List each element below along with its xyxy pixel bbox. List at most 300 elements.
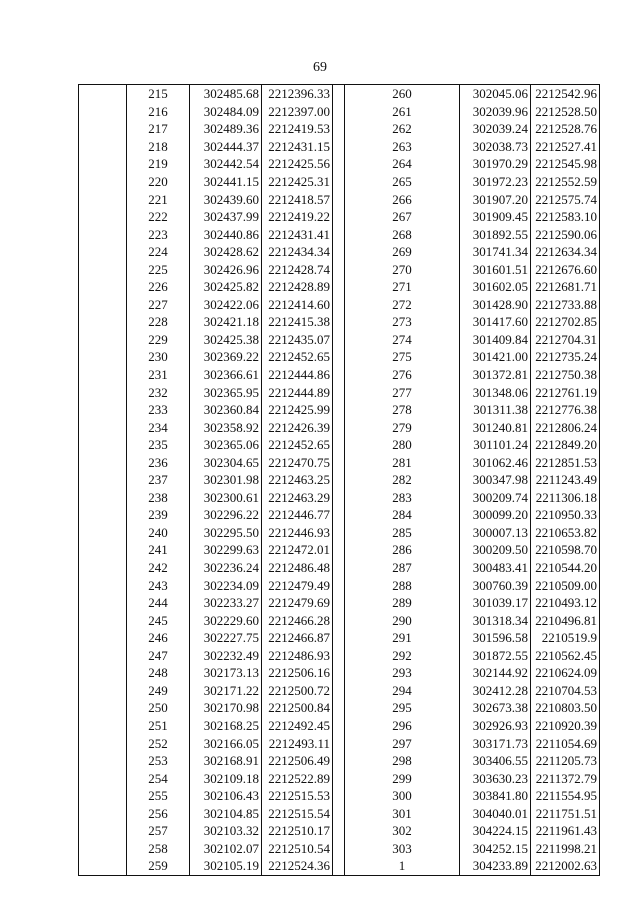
point-number-cell: 285 (345, 524, 460, 542)
blank-cell (79, 418, 127, 436)
y-coordinate-cell: 2212776.38 (535, 402, 597, 418)
y-coordinate-cell: 2212486.48 (262, 559, 333, 577)
y-coordinate-cell: 2212515.54 (262, 804, 333, 822)
point-number-cell: 265 (345, 173, 460, 191)
gap-cell (333, 664, 345, 682)
x-coordinate-cell: 301596.58 (460, 629, 531, 647)
y-coordinate-cell: 2212510.17 (262, 822, 333, 840)
blank-cell (79, 524, 127, 542)
x-coordinate-cell: 301101.24 (460, 436, 531, 454)
x-coordinate-cell: 304252.15 (460, 840, 531, 858)
y-coordinate-cell: 2212510.54 (262, 840, 333, 858)
x-coordinate-cell: 302229.60 (190, 611, 262, 629)
y-coordinate-cell: 2210509.00 (535, 577, 597, 593)
x-coordinate-cell: 302045.06 (460, 85, 531, 103)
y-coordinate-cell: 2212849.20 (535, 437, 597, 453)
x-coordinate-cell: 303841.80 (460, 787, 531, 805)
x-coordinate-cell: 302038.73 (460, 138, 531, 156)
x-coordinate-cell: 302926.93 (460, 717, 531, 735)
x-coordinate-cell: 301601.51 (460, 260, 531, 278)
point-number-cell: 298 (345, 752, 460, 770)
point-number-cell: 248 (127, 664, 190, 682)
y-coordinate-cell: 2212806.24 (535, 419, 597, 435)
table-row (79, 840, 600, 858)
gap-cell (333, 559, 345, 577)
point-number-cell: 271 (345, 278, 460, 296)
point-number-cell: 283 (345, 489, 460, 507)
x-coordinate-cell: 303630.23 (460, 769, 531, 787)
point-number-cell: 226 (127, 278, 190, 296)
point-number-cell: 267 (345, 208, 460, 226)
y-coordinate-cell: 2212425.31 (262, 173, 333, 191)
point-number-cell: 255 (127, 787, 190, 805)
blank-cell (79, 243, 127, 261)
table-row (79, 664, 600, 682)
x-coordinate-cell: 302425.82 (190, 278, 262, 296)
gap-cell (333, 243, 345, 261)
blank-cell (79, 752, 127, 770)
point-number-cell: 263 (345, 138, 460, 156)
gap-cell (333, 85, 345, 103)
blank-cell (79, 664, 127, 682)
point-number-cell: 284 (345, 506, 460, 524)
x-coordinate-cell: 302104.85 (190, 804, 262, 822)
x-coordinate-cell: 301970.29 (460, 155, 531, 173)
y-coordinate-cell: 2212493.11 (262, 734, 333, 752)
x-coordinate-cell: 302105.19 (190, 857, 262, 875)
point-number-cell: 279 (345, 418, 460, 436)
table-row (79, 313, 600, 331)
blank-cell (79, 804, 127, 822)
x-coordinate-cell: 302295.50 (190, 524, 262, 542)
x-coordinate-cell: 301602.05 (460, 278, 531, 296)
y-coordinate-cell: 2212552.59 (535, 174, 597, 189)
y-coordinate-cell: 2212528.50 (535, 103, 597, 119)
x-coordinate-cell: 301741.34 (460, 243, 531, 261)
x-coordinate-cell: 301417.60 (460, 313, 531, 331)
blank-cell (79, 699, 127, 717)
point-number-cell: 223 (127, 225, 190, 243)
point-number-cell: 269 (345, 243, 460, 261)
point-number-cell: 217 (127, 120, 190, 138)
x-coordinate-cell: 302304.65 (190, 453, 262, 471)
x-coordinate-cell: 302234.09 (190, 576, 262, 594)
gap-cell (333, 190, 345, 208)
blank-cell (79, 576, 127, 594)
x-coordinate-cell: 301039.17 (460, 594, 531, 612)
table-row (79, 489, 600, 507)
table-row (79, 559, 600, 577)
x-coordinate-cell: 302673.38 (460, 699, 531, 717)
gap-cell (333, 682, 345, 700)
gap-cell (333, 787, 345, 805)
point-number-cell: 251 (127, 717, 190, 735)
gap-cell (333, 348, 345, 366)
gap-cell (333, 489, 345, 507)
point-number-cell: 303 (345, 840, 460, 858)
y-coordinate-cell: 2212733.88 (535, 296, 597, 312)
point-number-cell: 261 (345, 103, 460, 121)
x-coordinate-cell: 302412.28 (460, 682, 531, 700)
y-coordinate-cell: 2212466.28 (262, 611, 333, 629)
y-coordinate-cell: 2212466.87 (262, 629, 333, 647)
x-coordinate-cell: 302428.62 (190, 243, 262, 261)
point-number-cell: 256 (127, 804, 190, 822)
y-coordinate-cell: 2210803.50 (535, 700, 597, 716)
table-row (79, 296, 600, 314)
point-number-cell: 225 (127, 260, 190, 278)
x-coordinate-cell: 302484.09 (190, 103, 262, 121)
point-number-cell: 240 (127, 524, 190, 542)
blank-cell (79, 717, 127, 735)
x-coordinate-cell: 304040.01 (460, 804, 531, 822)
blank-cell (79, 822, 127, 840)
point-number-cell: 302 (345, 822, 460, 840)
x-coordinate-cell: 304233.89 (460, 857, 531, 875)
blank-cell (79, 436, 127, 454)
point-number-cell: 232 (127, 383, 190, 401)
blank-cell (79, 173, 127, 191)
point-number-cell: 219 (127, 155, 190, 173)
y-coordinate-cell: 2212419.22 (262, 208, 333, 226)
y-coordinate-cell: 2212704.31 (535, 331, 597, 347)
point-number-cell: 244 (127, 594, 190, 612)
x-coordinate-cell: 301428.90 (460, 296, 531, 314)
point-number-cell: 282 (345, 471, 460, 489)
point-number-cell: 258 (127, 840, 190, 858)
point-number-cell: 270 (345, 260, 460, 278)
y-coordinate-cell: 2212470.75 (262, 453, 333, 471)
x-coordinate-cell: 300760.39 (460, 576, 531, 594)
x-coordinate-cell: 302300.61 (190, 489, 262, 507)
table-row (79, 418, 600, 436)
gap-cell (333, 138, 345, 156)
table-row (79, 822, 600, 840)
table-row (79, 576, 600, 594)
gap-cell (333, 576, 345, 594)
gap-cell (333, 453, 345, 471)
y-coordinate-cell: 2212431.41 (262, 225, 333, 243)
table-row (79, 629, 600, 647)
point-number-cell: 1 (345, 857, 460, 875)
y-coordinate-cell: 2212426.39 (262, 418, 333, 436)
blank-cell (79, 383, 127, 401)
gap-cell (333, 769, 345, 787)
y-coordinate-cell: 2212524.36 (262, 857, 333, 875)
point-number-cell: 291 (345, 629, 460, 647)
blank-cell (79, 348, 127, 366)
table-row (79, 260, 600, 278)
point-number-cell: 227 (127, 296, 190, 314)
y-coordinate-cell: 2212435.07 (262, 331, 333, 349)
x-coordinate-cell: 302485.68 (190, 85, 262, 103)
y-coordinate-cell: 2210950.33 (535, 507, 597, 523)
table-row (79, 506, 600, 524)
y-coordinate-cell: 2212590.06 (535, 226, 597, 242)
table-row (79, 331, 600, 349)
table-row (79, 85, 600, 103)
y-coordinate-cell: 2210624.09 (535, 665, 597, 681)
blank-cell (79, 313, 127, 331)
x-coordinate-cell: 302166.05 (190, 734, 262, 752)
point-number-cell: 296 (345, 717, 460, 735)
blank-cell (79, 138, 127, 156)
coordinate-table-body (79, 85, 600, 876)
page-number: 69 (313, 60, 327, 75)
x-coordinate-cell: 302441.15 (190, 173, 262, 191)
table-row (79, 436, 600, 454)
gap-cell (333, 401, 345, 419)
x-coordinate-cell: 302426.96 (190, 260, 262, 278)
y-coordinate-cell: 2212545.98 (535, 156, 597, 172)
x-coordinate-cell: 302144.92 (460, 664, 531, 682)
gap-cell (333, 155, 345, 173)
gap-cell (333, 260, 345, 278)
table-row (79, 611, 600, 629)
y-coordinate-cell: 2212419.53 (262, 120, 333, 138)
point-number-cell: 275 (345, 348, 460, 366)
x-coordinate-cell: 303171.73 (460, 734, 531, 752)
gap-cell (333, 120, 345, 138)
blank-cell (79, 278, 127, 296)
y-coordinate-cell: 2212492.45 (262, 717, 333, 735)
x-coordinate-cell: 302366.61 (190, 366, 262, 384)
point-number-cell: 289 (345, 594, 460, 612)
point-number-cell: 250 (127, 699, 190, 717)
point-number-cell: 272 (345, 296, 460, 314)
y-coordinate-cell: 2212444.89 (262, 383, 333, 401)
x-coordinate-cell: 301348.06 (460, 383, 531, 401)
x-coordinate-cell: 301409.84 (460, 331, 531, 349)
gap-cell (333, 436, 345, 454)
table-row (79, 769, 600, 787)
table-row (79, 471, 600, 489)
y-coordinate-cell: 2210653.82 (535, 524, 597, 540)
table-row (79, 173, 600, 191)
gap-cell (333, 822, 345, 840)
blank-cell (79, 453, 127, 471)
x-coordinate-cell: 300007.13 (460, 524, 531, 542)
y-coordinate-cell: 2212583.10 (535, 209, 597, 225)
point-number-cell: 274 (345, 331, 460, 349)
y-coordinate-cell: 2212396.33 (262, 85, 333, 103)
y-coordinate-cell: 2211372.79 (535, 770, 597, 786)
y-coordinate-cell: 2211961.43 (535, 823, 597, 839)
x-coordinate-cell: 301240.81 (460, 418, 531, 436)
gap-cell (333, 313, 345, 331)
gap-cell (333, 331, 345, 349)
table-row (79, 243, 600, 261)
y-coordinate-cell: 2210704.53 (535, 682, 597, 698)
blank-cell (79, 120, 127, 138)
point-number-cell: 260 (345, 85, 460, 103)
y-coordinate-cell: 2211205.73 (535, 753, 597, 769)
point-number-cell: 245 (127, 611, 190, 629)
y-coordinate-cell: 2212851.53 (535, 454, 597, 470)
point-number-cell: 247 (127, 647, 190, 665)
y-coordinate-cell: 2212634.34 (535, 244, 597, 260)
gap-cell (333, 629, 345, 647)
point-number-cell: 218 (127, 138, 190, 156)
point-number-cell: 277 (345, 383, 460, 401)
blank-cell (79, 471, 127, 489)
y-coordinate-cell: 2212397.00 (262, 103, 333, 121)
point-number-cell: 278 (345, 401, 460, 419)
point-number-cell: 301 (345, 804, 460, 822)
gap-cell (333, 418, 345, 436)
gap-cell (333, 506, 345, 524)
blank-cell (79, 682, 127, 700)
y-coordinate-cell: 2212479.49 (262, 576, 333, 594)
point-number-cell: 233 (127, 401, 190, 419)
point-number-cell: 216 (127, 103, 190, 121)
x-coordinate-cell: 302106.43 (190, 787, 262, 805)
y-coordinate-cell: 2211554.95 (535, 788, 597, 804)
x-coordinate-cell: 302170.98 (190, 699, 262, 717)
point-number-cell: 252 (127, 734, 190, 752)
table-row (79, 120, 600, 138)
y-coordinate-cell: 2212446.93 (262, 524, 333, 542)
x-coordinate-cell: 302102.07 (190, 840, 262, 858)
blank-cell (79, 559, 127, 577)
x-coordinate-cell: 300483.41 (460, 559, 531, 577)
y-coordinate-cell: 2212528.76 (535, 121, 597, 137)
point-number-cell: 246 (127, 629, 190, 647)
blank-cell (79, 296, 127, 314)
x-coordinate-cell: 301872.55 (460, 647, 531, 665)
y-coordinate-cell: 2210496.81 (535, 612, 597, 628)
x-coordinate-cell: 302299.63 (190, 541, 262, 559)
x-coordinate-cell: 300099.20 (460, 506, 531, 524)
x-coordinate-cell: 301372.81 (460, 366, 531, 384)
x-coordinate-cell: 302168.91 (190, 752, 262, 770)
point-number-cell: 290 (345, 611, 460, 629)
x-coordinate-cell: 301311.38 (460, 401, 531, 419)
gap-cell (333, 225, 345, 243)
gap-cell (333, 366, 345, 384)
x-coordinate-cell: 302421.18 (190, 313, 262, 331)
point-number-cell: 259 (127, 857, 190, 875)
x-coordinate-cell: 302173.13 (190, 664, 262, 682)
table-row (79, 857, 600, 875)
point-number-cell: 249 (127, 682, 190, 700)
point-number-cell: 234 (127, 418, 190, 436)
x-coordinate-cell: 302109.18 (190, 769, 262, 787)
point-number-cell: 281 (345, 453, 460, 471)
point-number-cell: 299 (345, 769, 460, 787)
x-coordinate-cell: 302236.24 (190, 559, 262, 577)
x-coordinate-cell: 302422.06 (190, 296, 262, 314)
gap-cell (333, 541, 345, 559)
y-coordinate-cell: 2212735.24 (535, 349, 597, 365)
blank-cell (79, 155, 127, 173)
x-coordinate-cell: 301062.46 (460, 453, 531, 471)
blank-cell (79, 225, 127, 243)
point-number-cell: 257 (127, 822, 190, 840)
blank-cell (79, 506, 127, 524)
x-coordinate-cell: 301421.00 (460, 348, 531, 366)
table-row (79, 225, 600, 243)
y-coordinate-cell: 2212414.60 (262, 296, 333, 314)
y-coordinate-cell: 2212452.65 (262, 348, 333, 366)
x-coordinate-cell: 302227.75 (190, 629, 262, 647)
x-coordinate-cell: 302442.54 (190, 155, 262, 173)
x-coordinate-cell: 302103.32 (190, 822, 262, 840)
blank-cell (79, 489, 127, 507)
table-row (79, 804, 600, 822)
blank-cell (79, 787, 127, 805)
point-number-cell: 239 (127, 506, 190, 524)
gap-cell (333, 594, 345, 612)
point-number-cell: 229 (127, 331, 190, 349)
y-coordinate-cell: 2210562.45 (535, 647, 597, 663)
point-number-cell: 297 (345, 734, 460, 752)
y-coordinate-cell: 2212506.49 (262, 752, 333, 770)
table-row (79, 278, 600, 296)
y-coordinate-cell: 2211306.18 (535, 489, 597, 505)
point-number-cell: 253 (127, 752, 190, 770)
point-number-cell: 264 (345, 155, 460, 173)
y-coordinate-cell: 2212500.84 (262, 699, 333, 717)
point-number-cell: 224 (127, 243, 190, 261)
table-row (79, 752, 600, 770)
table-row (79, 366, 600, 384)
point-number-cell: 273 (345, 313, 460, 331)
x-coordinate-cell: 302444.37 (190, 138, 262, 156)
y-coordinate-cell: 2212444.86 (262, 366, 333, 384)
y-coordinate-cell: 2212500.72 (262, 682, 333, 700)
y-coordinate-cell: 2210920.39 (535, 717, 597, 733)
point-number-cell: 262 (345, 120, 460, 138)
y-coordinate-cell: 2212527.41 (535, 138, 597, 154)
y-coordinate-cell: 2212425.99 (262, 401, 333, 419)
x-coordinate-cell: 302360.84 (190, 401, 262, 419)
table-row (79, 682, 600, 700)
y-coordinate-cell: 2211998.21 (535, 840, 597, 856)
point-number-cell: 220 (127, 173, 190, 191)
blank-cell (79, 769, 127, 787)
y-coordinate-cell: 2212472.01 (262, 541, 333, 559)
y-coordinate-cell: 2211243.49 (535, 472, 597, 488)
point-number-cell: 280 (345, 436, 460, 454)
x-coordinate-cell: 302425.38 (190, 331, 262, 349)
y-coordinate-cell: 2212463.29 (262, 489, 333, 507)
gap-cell (333, 840, 345, 858)
point-number-cell: 293 (345, 664, 460, 682)
y-coordinate-cell: 2210493.12 (535, 595, 597, 611)
point-number-cell: 235 (127, 436, 190, 454)
x-coordinate-cell: 302365.95 (190, 383, 262, 401)
point-number-cell: 268 (345, 225, 460, 243)
y-coordinate-cell: 2212418.57 (262, 190, 333, 208)
table-row (79, 524, 600, 542)
x-coordinate-cell: 300209.50 (460, 541, 531, 559)
y-coordinate-cell: 2212428.74 (262, 260, 333, 278)
x-coordinate-cell: 302233.27 (190, 594, 262, 612)
coordinate-table (78, 84, 600, 876)
table-row (79, 401, 600, 419)
x-coordinate-cell: 302489.36 (190, 120, 262, 138)
gap-cell (333, 647, 345, 665)
point-number-cell: 286 (345, 541, 460, 559)
point-number-cell: 215 (127, 85, 190, 103)
point-number-cell: 266 (345, 190, 460, 208)
x-coordinate-cell: 301909.45 (460, 208, 531, 226)
gap-cell (333, 296, 345, 314)
y-coordinate-cell: 2212431.15 (262, 138, 333, 156)
table-row (79, 699, 600, 717)
table-row (79, 155, 600, 173)
